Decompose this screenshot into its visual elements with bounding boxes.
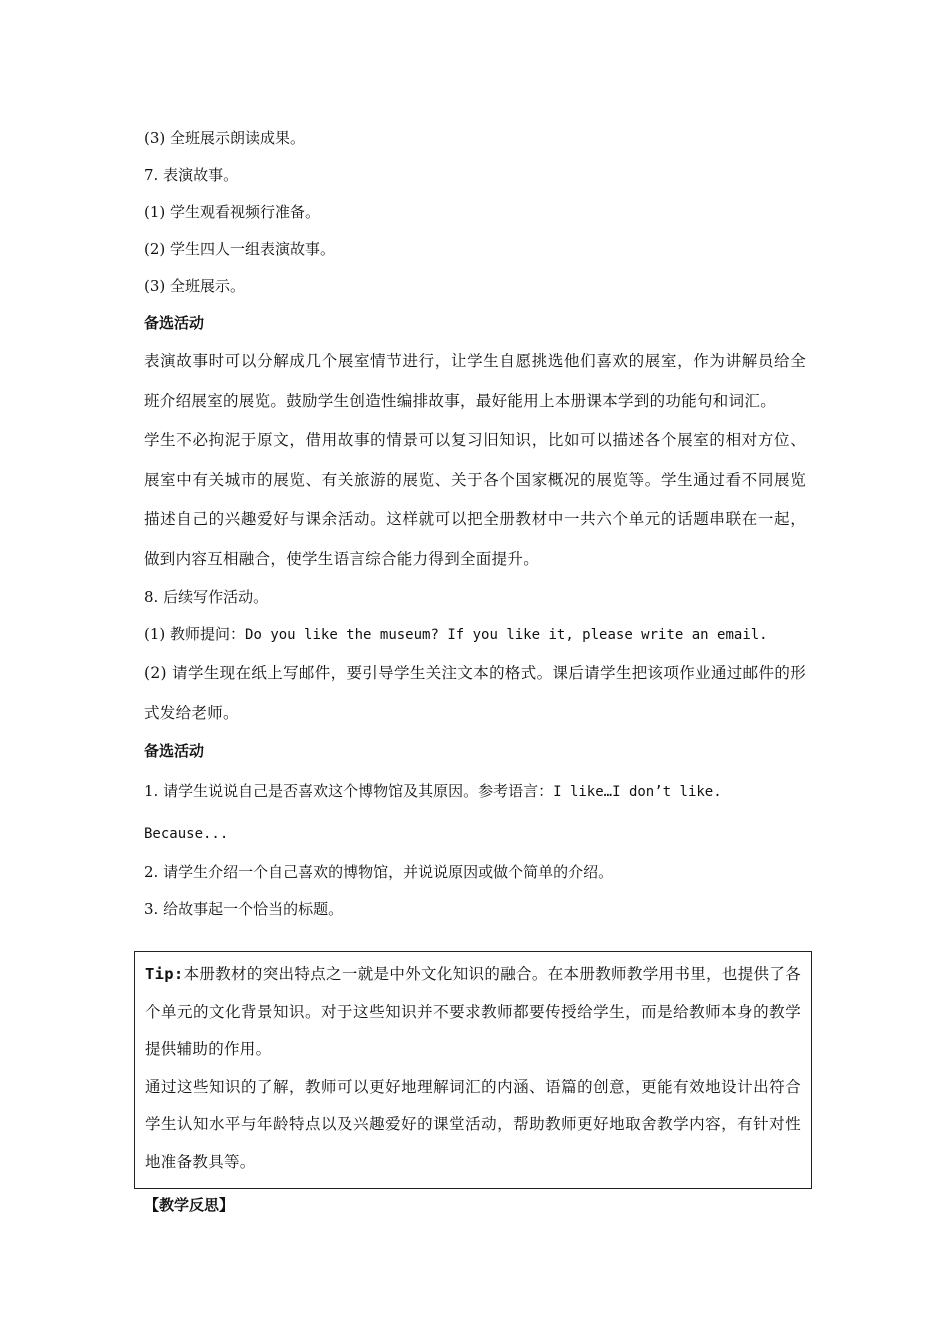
step-7-item-1: (1) 学生观看视频行准备。 [144, 203, 321, 221]
tip-text-1: 本册教材的突出特点之一就是中外文化知识的融合。在本册教师教学用书里，也提供了各个单元的文化背景知识。对于这些知识并不要求教师都要传授给学生，而是给教师本身的教学提供辅助的作用。 [145, 965, 801, 1058]
tip-label: Tip: [145, 965, 184, 983]
optional-item-2: 2. 请学生介绍一个自己喜欢的博物馆，并说说原因或做个简单的介绍。 [144, 863, 614, 881]
step-7-item-2: (2) 学生四人一组表演故事。 [144, 240, 336, 258]
tip-box [134, 951, 812, 1189]
optional-item-1-prefix: 1. 请学生说说自己是否喜欢这个博物馆及其原因。参考语言： [144, 782, 554, 800]
optional-activity-paragraph-1: 表演故事时可以分解成几个展室情节进行，让学生自愿挑选他们喜欢的展室，作为讲解员给全班介绍展室的展览。鼓励学生创造性编排故事，最好能用上本册课本学到的功能句和词汇。 [144, 352, 806, 410]
optional-activity-paragraph-2: 学生不必拘泥于原文，借用故事的情景可以复习旧知识，比如可以描述各个展室的相对方位、展室中有关城市的展览、有关旅游的展览、关于各个国家概况的展览等。学生通过看不同展览描述自己的兴趣爱好与课余活动。这样就可以把全册教材中一共六个单元的话题串联在一起，做到内容互相融合，使学生语言综合能力得到全面提升。 [144, 431, 806, 568]
optional-item-1-english: I like…I don’t like. [553, 784, 722, 800]
step-6-item-3: (3) 全班展示朗读成果。 [144, 129, 306, 147]
teaching-reflection-heading: 【教学反思】 [144, 1196, 235, 1214]
document-body [144, 120, 806, 928]
step-7-heading: 7. 表演故事。 [144, 166, 239, 184]
step-8-heading: 8. 后续写作活动。 [144, 588, 269, 606]
tip-paragraph-1 [145, 956, 801, 1069]
step-8-item-1-prefix: (1) 教师提问： [144, 625, 246, 643]
optional-item-3: 3. 给故事起一个恰当的标题。 [144, 900, 344, 918]
step-8-item-2: (2) 请学生现在纸上写邮件，要引导学生关注文本的格式。课后请学生把该项作业通过邮件的形式发给老师。 [144, 664, 806, 722]
optional-activity-heading-2: 备选活动 [144, 742, 205, 760]
optional-item-1 [144, 770, 806, 814]
step-8-item-1 [144, 616, 806, 654]
optional-item-1-continued: Because... [144, 826, 229, 842]
tip-paragraph-2: 通过这些知识的了解，教师可以更好地理解词汇的内涵、语篇的创意，更能有效地设计出符合学生认知水平与年龄特点以及兴趣爱好的课堂活动，帮助教师更好地取舍教学内容，有针对性地准备教具等。 [145, 1077, 801, 1171]
step-8-item-1-english: Do you like the museum? If you like it, please write an email. [245, 627, 768, 643]
optional-activity-heading-1: 备选活动 [144, 314, 205, 332]
step-7-item-3: (3) 全班展示。 [144, 277, 246, 295]
